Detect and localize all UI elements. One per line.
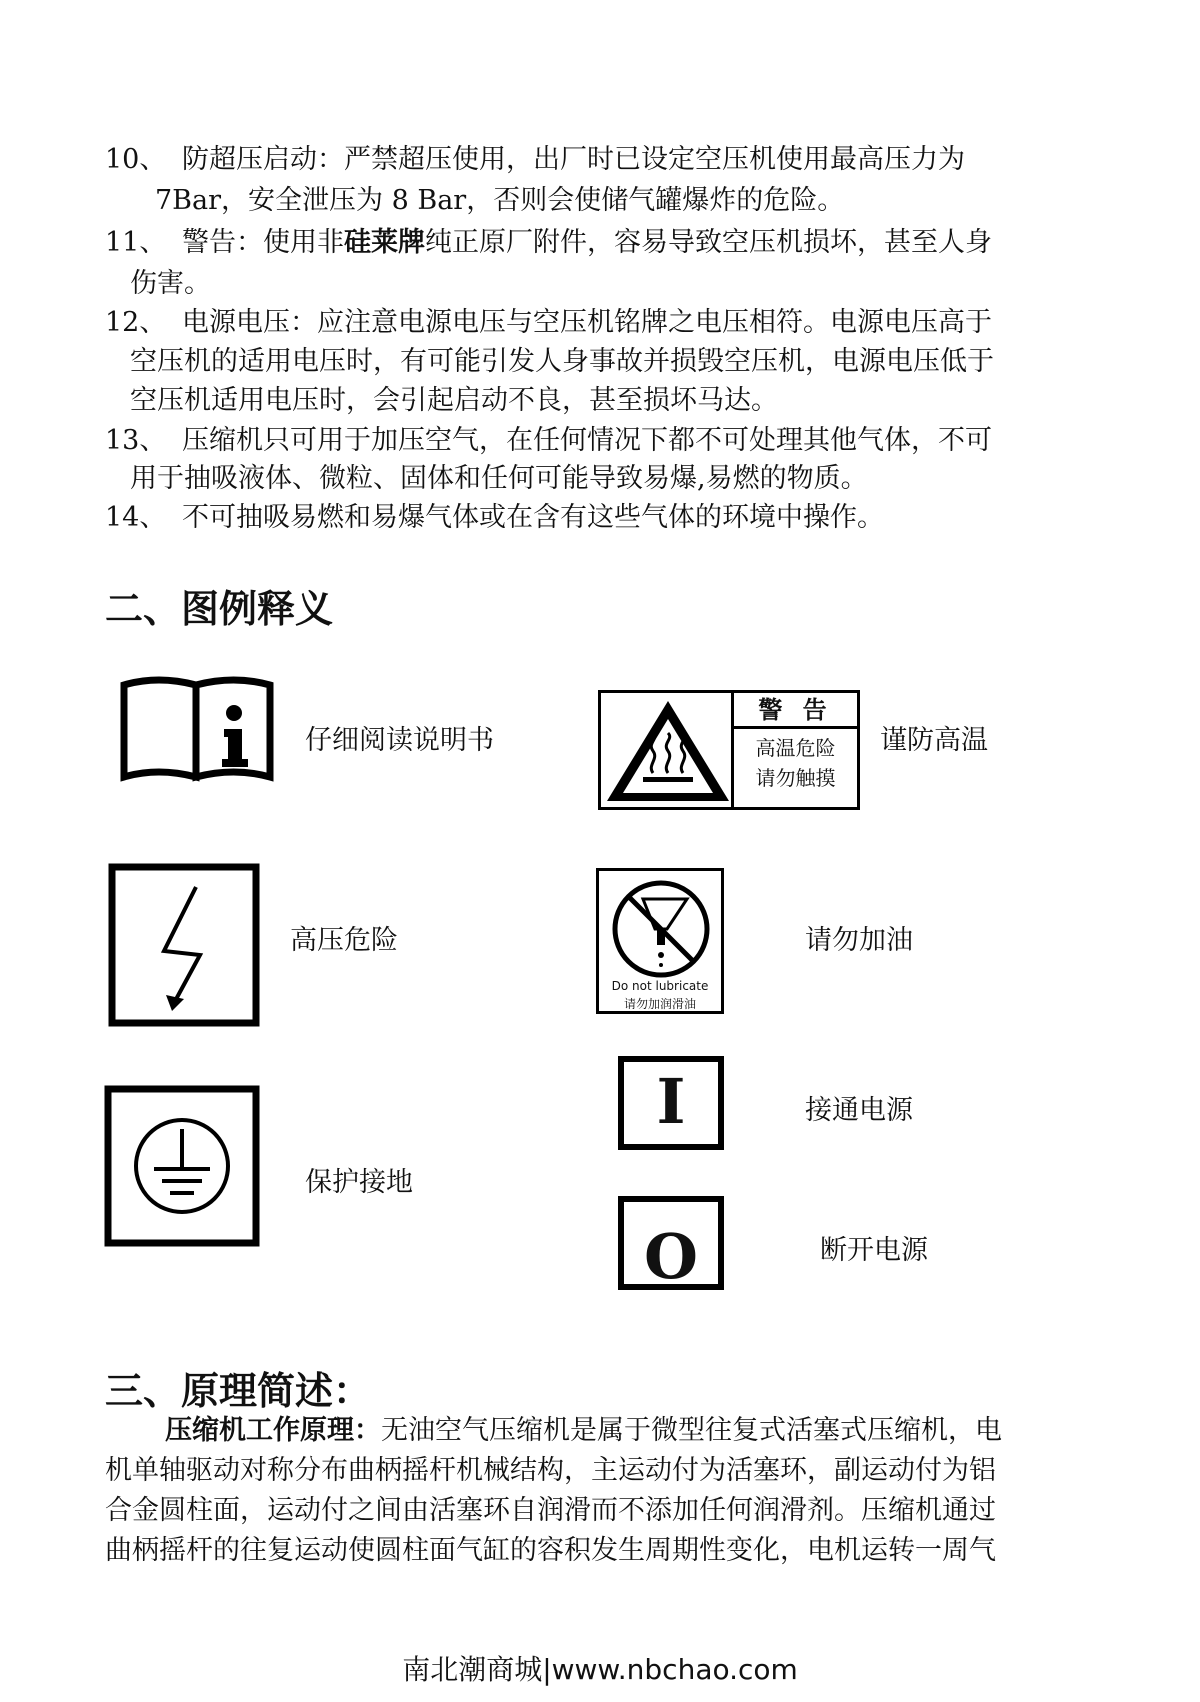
section-3-lead: 压缩机工作原理： (165, 1415, 381, 1446)
legend-ground-label: 保护接地 (305, 1167, 413, 1198)
item-10-number: 10、 (105, 144, 167, 175)
hot-surface-icon (601, 693, 735, 807)
item-12-text-line2: 空压机的适用电压时，有可能引发人身事故并损毁空压机，电源电压低于 (130, 346, 994, 377)
item-11-text-line2: 伤害。 (130, 268, 211, 299)
item-12-number: 12、 (105, 307, 167, 338)
item-12-text-line1: 电源电压：应注意电源电压与空压机铭牌之电压相符。电源电压高于 (182, 307, 992, 338)
protective-ground-icon (104, 1085, 260, 1247)
high-voltage-icon (108, 863, 260, 1027)
item-11-text-prefix: 警告：使用非 (182, 227, 344, 258)
section-3-line4: 曲柄摇杆的往复运动使圆柱面气缸的容积发生周期性变化，电机运转一周气 (105, 1535, 996, 1566)
legend-high-voltage-label: 高压危险 (290, 925, 398, 956)
section-3-line1-text: 无油空气压缩机是属于微型往复式活塞式压缩机，电 (381, 1415, 1002, 1446)
section-3-title: 三、原理简述： (105, 1369, 372, 1413)
item-13-text-line1: 压缩机只可用于加压空气，在任何情况下都不可处理其他气体，不可 (182, 425, 992, 456)
section-3-line2: 机单轴驱动对称分布曲柄摇杆机械结构，主运动付为活塞环，副运动付为铝 (105, 1455, 996, 1486)
item-11-number: 11、 (105, 227, 167, 258)
hot-surface-sign (598, 690, 860, 810)
item-10-text-line1: 防超压启动：严禁超压使用，出厂时已设定空压机使用最高压力为 (182, 144, 965, 175)
item-11-brand: 硅莱牌 (344, 227, 425, 258)
legend-power-on-label: 接通电源 (805, 1095, 913, 1126)
legend-read-manual-label: 仔细阅读说明书 (305, 725, 494, 756)
hot-surface-text-panel (731, 693, 857, 807)
power-off-icon: O (618, 1196, 724, 1290)
item-14-text-line1: 不可抽吸易燃和易爆气体或在含有这些气体的环境中操作。 (182, 502, 884, 533)
item-11-text-suffix: 纯正原厂附件，容易导致空压机损坏，甚至人身 (425, 227, 992, 258)
section-3-line3: 合金圆柱面，运动付之间由活塞环自润滑而不添加任何润滑剂。压缩机通过 (105, 1495, 996, 1526)
no-lubricate-sign (596, 868, 724, 1014)
power-on-icon: I (618, 1056, 724, 1150)
no-oil-icon (609, 877, 713, 981)
hot-surface-sign-line1: 高温危险 (755, 736, 836, 760)
read-manual-icon (118, 673, 278, 783)
no-oil-sign-chinese: 请勿加润滑油 (623, 997, 696, 1011)
legend-no-oil-label: 请勿加油 (805, 925, 913, 956)
item-11-text-line1 (182, 225, 992, 261)
item-13-text-line2: 用于抽吸液体、微粒、固体和任何可能导致易爆,易燃的物质。 (130, 463, 868, 494)
legend-hot-surface-label: 谨防高温 (880, 725, 988, 756)
footer-watermark: 南北潮商城|www.nbchao.com (402, 1653, 798, 1686)
section-2-title: 二、图例释义 (105, 587, 334, 631)
hot-surface-sign-title: 警 告 (734, 693, 857, 729)
legend-power-off-label: 断开电源 (820, 1235, 928, 1266)
item-10-text-line2: 7Bar，安全泄压为 8 Bar，否则会使储气罐爆炸的危险。 (155, 185, 845, 216)
section-3-line1 (165, 1413, 1002, 1449)
item-14-number: 14、 (105, 502, 167, 533)
no-oil-sign-english: Do not lubricate (611, 979, 709, 993)
hot-surface-sign-line2: 请勿触摸 (755, 766, 836, 790)
item-12-text-line3: 空压机适用电压时，会引起启动不良，甚至损坏马达。 (130, 385, 778, 416)
item-13-number: 13、 (105, 425, 167, 456)
